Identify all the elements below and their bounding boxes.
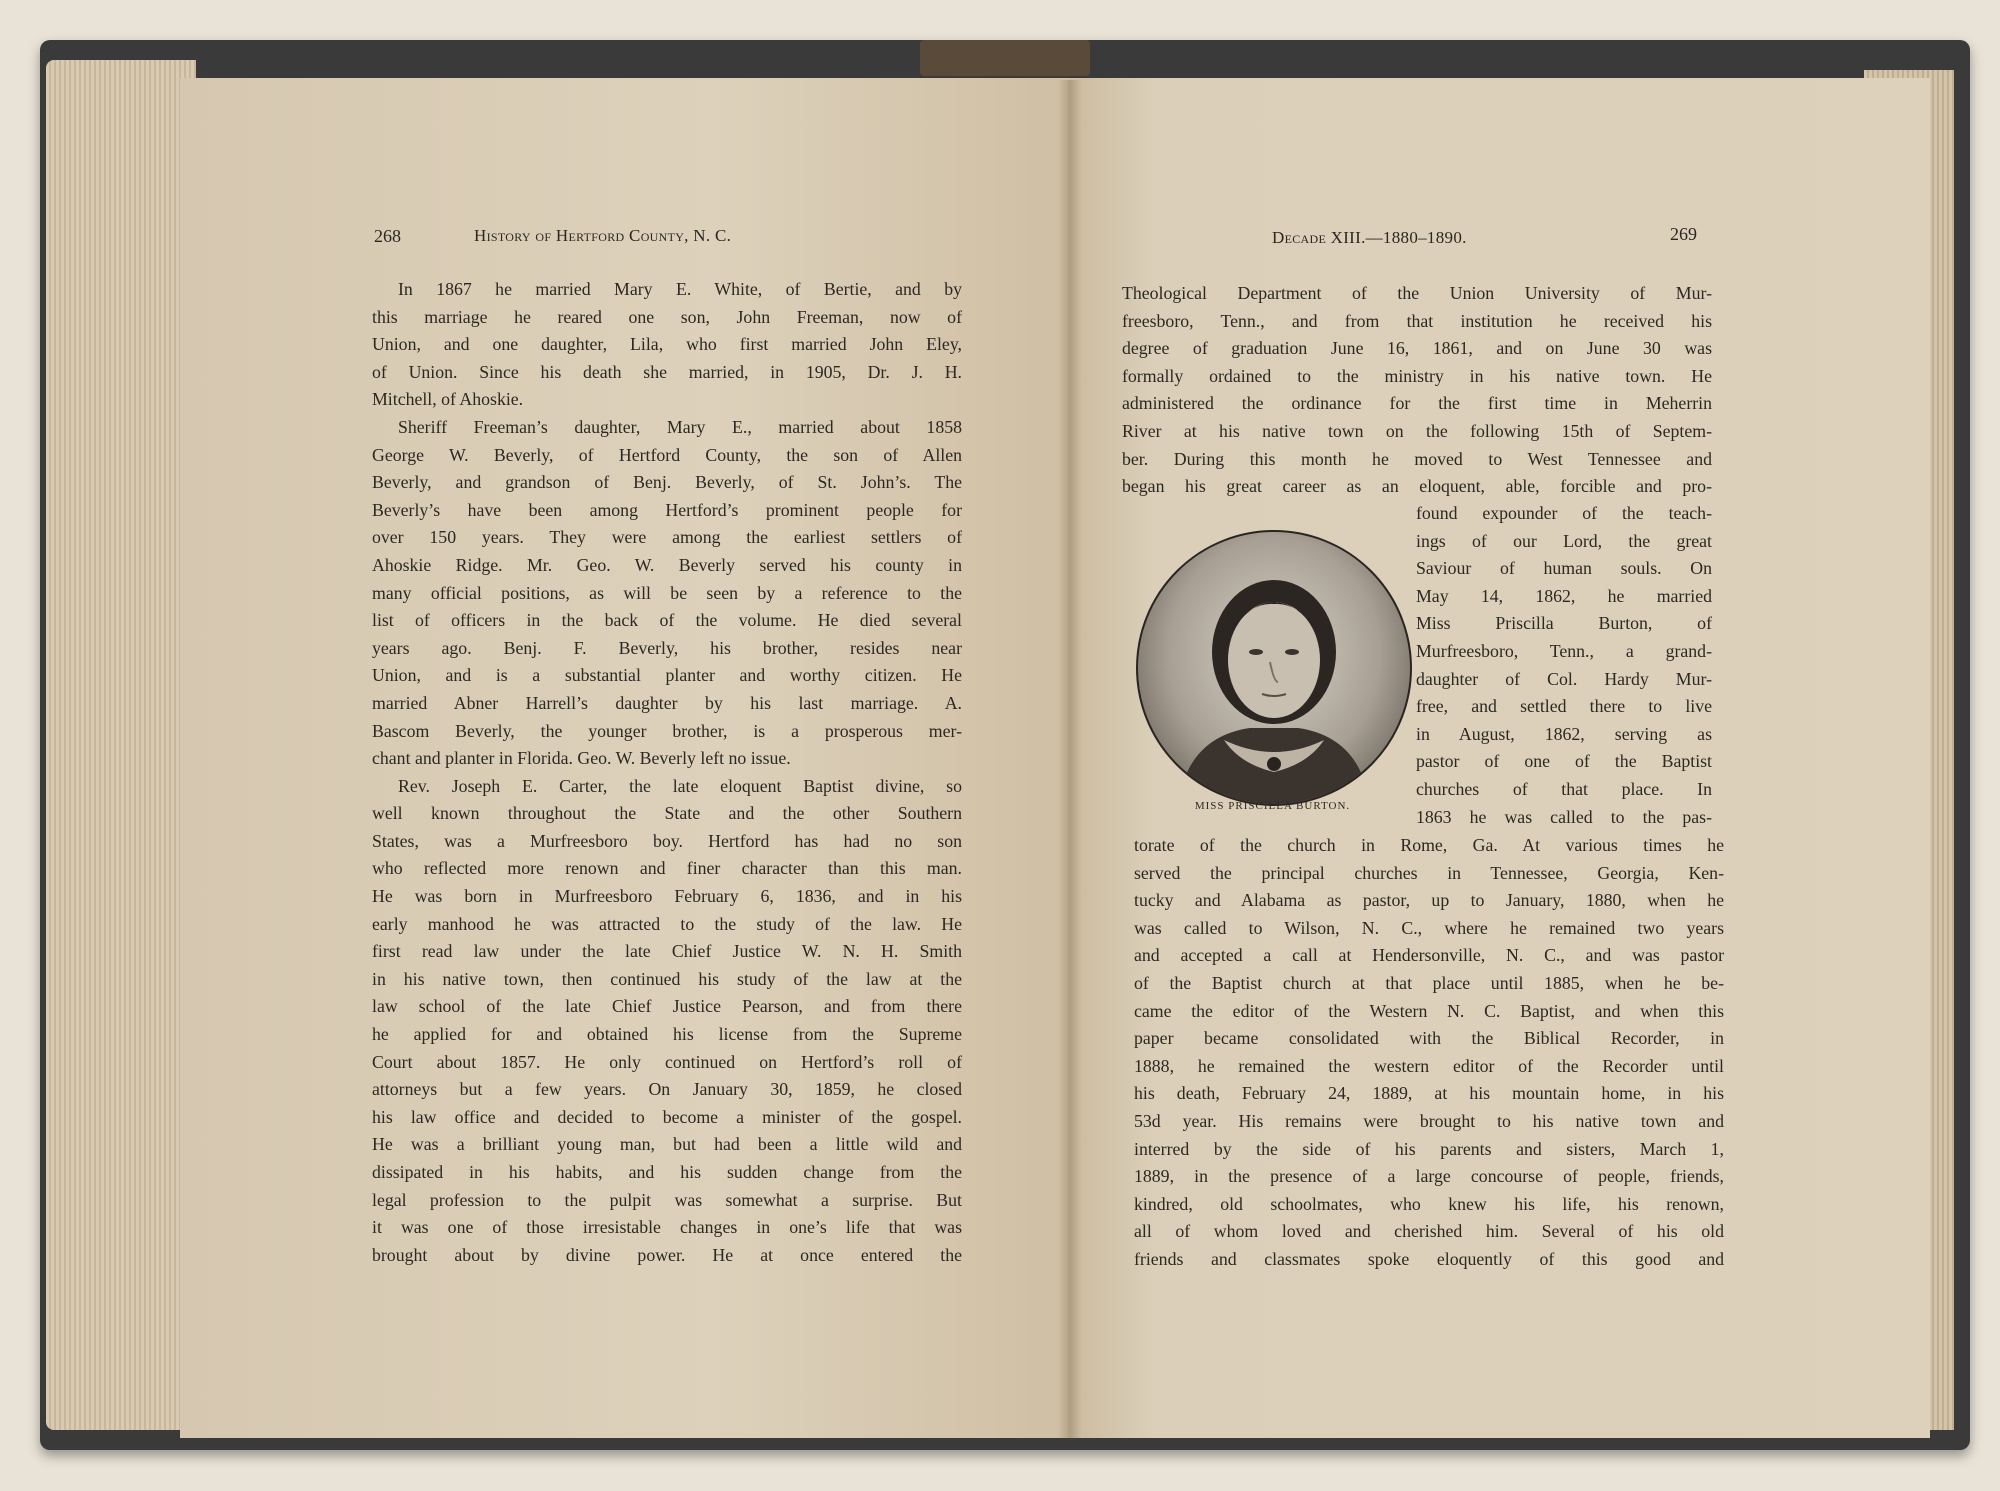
text-line: years ago. Benj. F. Beverly, his brother, resides near	[372, 637, 962, 658]
text-line: married Abner Harrell’s daughter by his last marriage. A.	[372, 692, 962, 713]
right-side-lines	[1416, 500, 1712, 831]
text-line: Murfreesboro, Tenn., a grand-	[1416, 640, 1712, 661]
text-line: brought about by divine power. He at once entered the	[372, 1244, 962, 1265]
text-line: In 1867 he married Mary E. White, of Bertie, and by	[398, 279, 962, 299]
right-top-lines	[1122, 280, 1712, 501]
right-page-side-text	[1416, 500, 1712, 831]
text-line: first read law under the late Chief Justice W. N. H. Smith	[372, 941, 962, 962]
text-line: torate of the church in Rome, Ga. At various times he	[1134, 835, 1724, 855]
text-line: ings of our Lord, the great	[1416, 530, 1712, 551]
text-line: kindred, old schoolmates, who knew his life, his renown,	[1134, 1193, 1724, 1214]
text-line: formally ordained to the ministry in his native town. He	[1122, 365, 1712, 386]
text-line: in August, 1862, serving as	[1416, 723, 1712, 744]
text-line: administered the ordinance for the first time in Meherrin	[1122, 393, 1712, 414]
book-gutter	[1058, 80, 1082, 1440]
text-line: law school of the late Chief Justice Pearson, and from there	[372, 996, 962, 1017]
text-line: attorneys but a few years. On January 30, 1859, he closed	[372, 1079, 962, 1100]
portrait-caption: MISS PRISCILLA BURTON.	[1194, 800, 1351, 812]
text-line: was called to Wilson, N. C., where he remained two years	[1134, 917, 1724, 938]
page-edges-left	[46, 60, 196, 1430]
text-line: ber. During this month he moved to West Tennessee and	[1122, 448, 1712, 469]
portrait-illustration	[1138, 532, 1410, 804]
left-page-number: 268	[374, 226, 401, 246]
text-line: of Union. Since his death she married, in 1905, Dr. J. H.	[372, 361, 962, 382]
paragraph	[372, 414, 962, 773]
text-line: He was born in Murfreesboro February 6, 1836, and in his	[372, 886, 962, 907]
left-running-head: History of Hertford County, N. C.	[474, 226, 732, 245]
text-line: He was a brilliant young man, but had been a little wild and	[372, 1134, 962, 1155]
text-line: this marriage he reared one son, John Freeman, now of	[372, 306, 962, 327]
text-line: interred by the side of his parents and sisters, March 1,	[1134, 1138, 1724, 1159]
text-line: Ahoskie Ridge. Mr. Geo. W. Beverly served his county in	[372, 554, 962, 575]
text-line: of the Baptist church at that place until 1885, when he be-	[1134, 972, 1724, 993]
paragraph	[372, 773, 962, 1270]
text-line: Court about 1857. He only continued on Hertford’s roll of	[372, 1051, 962, 1072]
text-line: Rev. Joseph E. Carter, the late eloquent Baptist divine, so	[398, 775, 962, 796]
text-line: 1889, in the presence of a large concourse of people, friends,	[1134, 1166, 1724, 1187]
text-line: dissipated in his habits, and his sudden change from the	[372, 1162, 962, 1182]
text-line: churches of that place. In	[1416, 778, 1712, 799]
text-line: who reflected more renown and finer character than this man.	[372, 858, 962, 879]
text-line: legal profession to the pulpit was somewhat a surprise. But	[372, 1189, 962, 1210]
text-line: daughter of Col. Hardy Mur-	[1416, 668, 1712, 689]
right-running-head: Decade XIII.—1880–1890.	[1272, 228, 1467, 247]
text-line: free, and settled there to live	[1416, 696, 1712, 717]
right-page-number: 269	[1670, 224, 1697, 244]
text-line: Union, and one daughter, Lila, who first married John Eley,	[372, 334, 962, 355]
text-line: Miss Priscilla Burton, of	[1416, 613, 1712, 634]
text-line: many official positions, as will be seen by a reference to the	[372, 582, 962, 603]
right-page-top-text	[1122, 280, 1712, 501]
text-line: over 150 years. They were among the earliest settlers of	[372, 527, 962, 548]
text-line: early manhood he was attracted to the study of the law. He	[372, 913, 962, 934]
text-line: tucky and Alabama as pastor, up to January, 1880, when he	[1134, 890, 1724, 911]
left-page-body	[372, 276, 962, 1269]
text-line: his law office and decided to become a minister of the gospel.	[372, 1106, 962, 1127]
text-line: Theological Department of the Union University of Mur-	[1122, 283, 1712, 303]
text-line: it was one of those irresistable changes in one’s life that was	[372, 1217, 962, 1238]
text-line: Bascom Beverly, the younger brother, is a prosperous mer-	[372, 720, 962, 741]
text-line: found expounder of the teach-	[1416, 503, 1712, 523]
text-line: 1888, he remained the western editor of the Recorder until	[1134, 1055, 1724, 1076]
text-line: he applied for and obtained his license from the Supreme	[372, 1024, 962, 1045]
text-line: Beverly, and grandson of Benj. Beverly, of St. John’s. The	[372, 472, 962, 493]
text-line: chant and planter in Florida. Geo. W. Beverly left no issue.	[372, 748, 791, 769]
text-line: States, was a Murfreesboro boy. Hertford has had no son	[372, 830, 962, 851]
text-line: River at his native town on the following 15th of Septem-	[1122, 420, 1712, 441]
text-line: Sheriff Freeman’s daughter, Mary E., married about 1858	[398, 416, 962, 437]
text-line: pastor of one of the Baptist	[1416, 751, 1712, 772]
text-line: Saviour of human souls. On	[1416, 558, 1712, 579]
text-line: Union, and is a substantial planter and worthy citizen. He	[372, 665, 962, 686]
paragraph	[372, 276, 962, 414]
text-line: May 14, 1862, he married	[1416, 585, 1712, 606]
right-bottom-lines	[1134, 832, 1724, 1274]
text-line: all of whom loved and cherished him. Several of his old	[1134, 1221, 1724, 1242]
text-line: 1863 he was called to the pas-	[1416, 806, 1712, 827]
text-line: paper became consolidated with the Biblical Recorder, in	[1134, 1028, 1724, 1049]
portrait-photo	[1136, 530, 1412, 806]
right-page-bottom-text	[1134, 832, 1724, 1274]
text-line: and accepted a call at Hendersonville, N. C., and was pastor	[1134, 945, 1724, 966]
text-line: Mitchell, of Ahoskie.	[372, 389, 524, 410]
text-line: came the editor of the Western N. C. Baptist, and when this	[1134, 1000, 1724, 1021]
book-spine	[920, 40, 1090, 76]
text-line: his death, February 24, 1889, at his mountain home, in his	[1134, 1083, 1724, 1104]
text-line: George W. Beverly, of Hertford County, the son of Allen	[372, 444, 962, 465]
text-line: degree of graduation June 16, 1861, and on June 30 was	[1122, 338, 1712, 359]
text-line: well known throughout the State and the other Southern	[372, 803, 962, 824]
text-line: list of officers in the back of the volume. He died several	[372, 610, 962, 631]
text-line: began his great career as an eloquent, able, forcible and pro-	[1122, 476, 1712, 497]
text-line: 53d year. His remains were brought to his native town and	[1134, 1110, 1724, 1131]
text-line: served the principal churches in Tennessee, Georgia, Ken-	[1134, 862, 1724, 883]
text-line: in his native town, then continued his study of the law at the	[372, 968, 962, 989]
text-line: friends and classmates spoke eloquently of this good and	[1134, 1248, 1724, 1269]
left-paragraphs	[372, 276, 962, 1269]
text-line: Beverly’s have been among Hertford’s prominent people for	[372, 499, 962, 520]
text-line: freesboro, Tenn., and from that institution he received his	[1122, 310, 1712, 331]
